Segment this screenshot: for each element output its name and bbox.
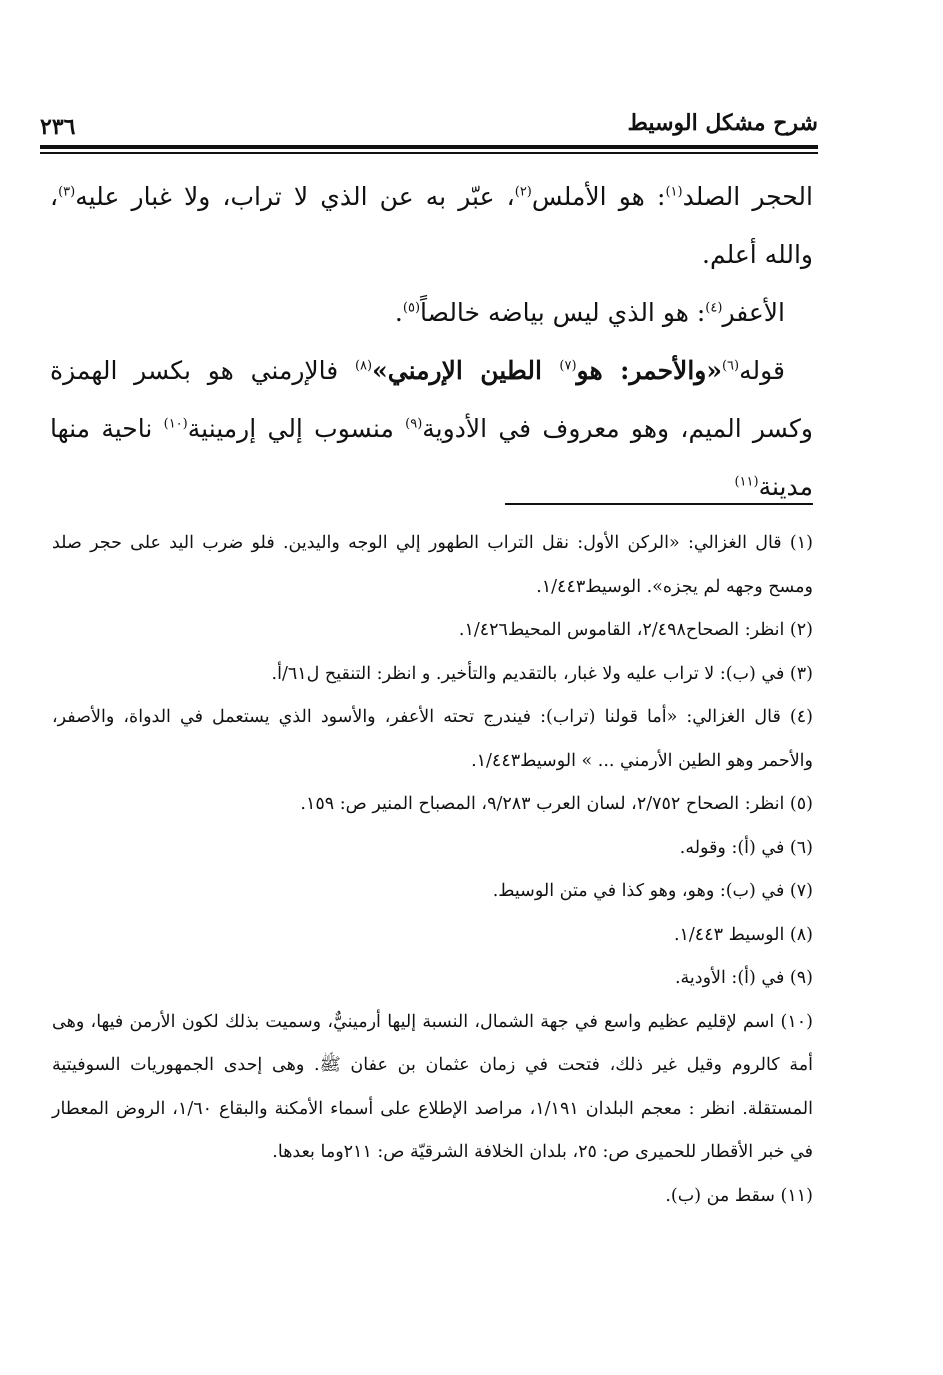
footnote-ref: (١١) <box>734 474 759 490</box>
footnote-separator <box>505 503 813 505</box>
page-number: ٢٣٦ <box>40 114 76 140</box>
footnote-ref: (٤) <box>705 300 723 316</box>
paragraph-1: الحجر الصلد$^{(١)}$: هو الأملس$^{(٢)}$، عبّر به عن الذي لا تراب، ولا غبار عليه$^{(٣)}$، والله أعلم. <box>50 182 813 269</box>
footnotes <box>52 522 813 1218</box>
footnote-4: (٤) قال الغزالي: «أما قولنا (تراب): فيندرج تحته الأعفر، والأسود الذي يستعمل في الدواة، والأصفر، والأحمر وهو الطين الأرمني ... » الوسيط١/٤٤٣. <box>52 707 813 771</box>
footnote-ref: (٧) <box>559 358 577 374</box>
footnote-2: (٢) انظر: الصحاح٢/٤٩٨، القاموس المحيط١/٤٢٦. <box>458 620 813 640</box>
footnote-1: (١) قال الغزالي: «الركن الأول: نقل التراب الطهور إلي الوجه واليدين. فلو ضرب اليد على حجر صلد ومسح وجهه لم يجزه». الوسيط١/٤٤٣. <box>52 533 813 597</box>
running-title: شرح مشكل الوسيط <box>627 110 818 136</box>
footnote-ref: (٩) <box>405 416 423 432</box>
footnote-10: (١٠) اسم لإقليم عظيم واسع في جهة الشمال، النسبة إليها أرمينيٌّ، وسميت بذلك لكون الأرمن فيها، وهى أمة كالروم وقيل غير ذلك، فتحت في زمان عثمان بن عفان ﷺ. وهى إحدى الجمهوريات السوفيتية المستقلة. انظر : معجم البلدان ١/١٩١، مراصد الإطلاع على أسماء الأمكنة والبقاع ١/٦٠، الروض المعطار في خبر الأقطار للحميرى ص: ٢٥، بلدان الخلافة الشرقيّة ص: ٢١١وما بعدها. <box>52 1011 813 1162</box>
footnote-6: (٦) في (أ): وقوله. <box>679 837 813 858</box>
footnote-ref: (٢) <box>514 184 532 200</box>
footnote-5: (٥) انظر: الصحاح ٢/٧٥٢، لسان العرب ٩/٢٨٣، المصباح المنير ص: ١٥٩. <box>300 794 813 814</box>
footnote-ref: (٥) <box>402 300 421 316</box>
footnote-ref: (١) <box>665 184 683 200</box>
footnote-ref: (٣) <box>58 184 76 200</box>
footnote-9: (٩) في (أ): الأودية. <box>674 968 813 988</box>
paragraph-3: قوله$^{(٦)}$«والأحمر: هو$^{(٧)}$ الطين الإرمني»$^{(٨)}$ فالإرمني هو بكسر الهمزة وكسر الميم، وهو معروف في الأدوية$^{(٩)}$ منسوب إلي إرمينية$^{(١٠)}$ ناحية منها مدينة$^{(١١)}$ <box>50 356 813 501</box>
footnote-3: (٣) في (ب): لا تراب عليه ولا غبار، بالتقديم والتأخير. و انظر: التنقيح ل٦١/أ. <box>271 663 813 684</box>
footnote-11: (١١) سقط من (ب). <box>665 1185 813 1206</box>
header-rule-thick <box>40 145 818 149</box>
footnote-ref: (٦) <box>721 358 740 374</box>
paragraph-2: الأعفر$^{(٤)}$: هو الذي ليس بياضه خالصاً$^{(٥)}$. <box>394 298 785 327</box>
footnote-8: (٨) الوسيط ١/٤٤٣. <box>673 924 813 945</box>
page-header <box>40 104 818 146</box>
footnote-ref: (١٠) <box>163 416 188 432</box>
footnote-7: (٧) في (ب): وهو، وهو كذا في متن الوسيط. <box>492 881 813 901</box>
header-rule-thin <box>40 152 818 154</box>
footnote-ref: (٨) <box>354 358 373 374</box>
main-text <box>50 168 813 516</box>
